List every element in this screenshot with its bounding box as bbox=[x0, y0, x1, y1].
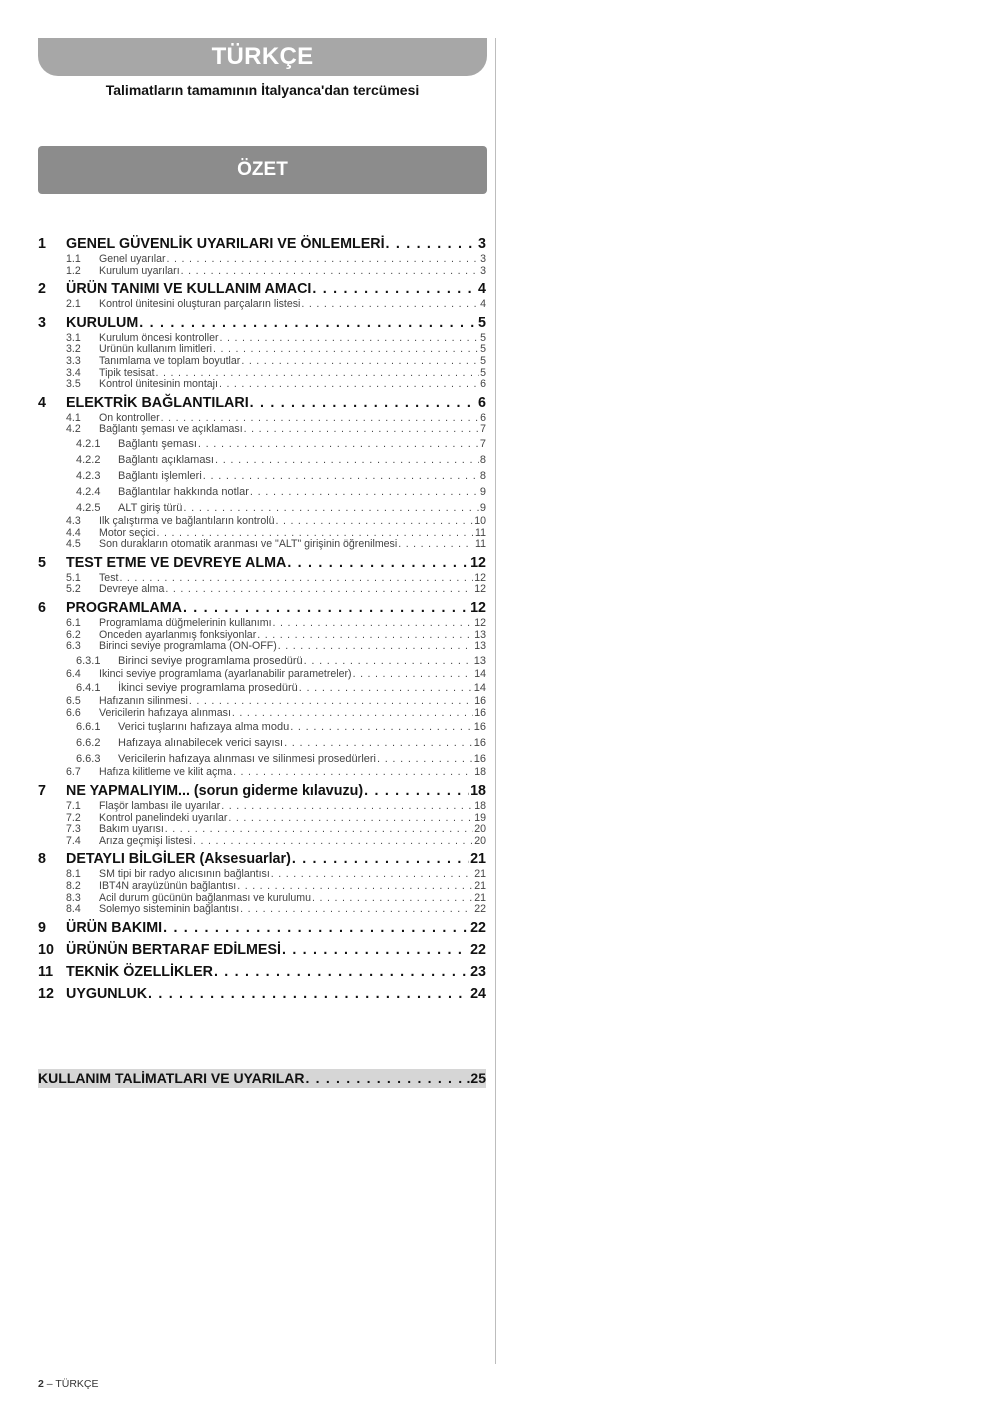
toc-number: 8 bbox=[38, 851, 46, 868]
toc-title: Hafıza kilitleme ve kilit açma bbox=[99, 767, 233, 779]
toc-subsection[interactable] bbox=[38, 379, 486, 391]
toc-number: 8.2 bbox=[66, 881, 81, 893]
toc-number: 4.4 bbox=[66, 527, 81, 539]
leader-dots bbox=[232, 708, 473, 720]
toc-subsection[interactable] bbox=[38, 584, 486, 596]
leader-dots bbox=[250, 484, 479, 500]
toc-title: Flaşör lambası ile uyarılar bbox=[99, 801, 221, 813]
toc-subsection[interactable] bbox=[38, 696, 486, 708]
toc-number: 4.1 bbox=[66, 412, 81, 424]
toc-page: 14 bbox=[473, 682, 486, 695]
toc-page: 23 bbox=[470, 963, 486, 980]
toc-number: 10 bbox=[38, 941, 54, 958]
leader-dots bbox=[213, 344, 479, 356]
leader-dots bbox=[284, 735, 473, 751]
toc-number: 6.4 bbox=[66, 668, 81, 680]
leader-dots bbox=[233, 767, 473, 779]
toc-title: UYGUNLUK bbox=[66, 985, 148, 1002]
usage-page: .25 bbox=[466, 1070, 486, 1086]
toc-page: 16 bbox=[474, 696, 486, 708]
leader-dots bbox=[119, 573, 473, 585]
leader-dots bbox=[240, 904, 473, 916]
toc-number: 4.2.5 bbox=[76, 501, 101, 514]
toc-number: 6.6.3 bbox=[76, 753, 101, 766]
toc-section[interactable] bbox=[38, 849, 486, 869]
toc-number: 6.3.1 bbox=[76, 654, 101, 667]
leader-dots bbox=[278, 641, 473, 653]
toc-page: 12 bbox=[470, 554, 486, 571]
toc-subsection[interactable] bbox=[38, 333, 486, 345]
toc-title: Genel uyarılar bbox=[99, 254, 166, 265]
toc-page: 12 bbox=[474, 584, 486, 596]
toc-subsubsection[interactable] bbox=[38, 484, 486, 500]
leader-dots bbox=[306, 1069, 466, 1088]
toc-subsection[interactable] bbox=[38, 869, 486, 881]
toc-number: 4.2.3 bbox=[76, 469, 101, 482]
toc-subsection[interactable] bbox=[38, 824, 486, 836]
toc-section[interactable] bbox=[38, 962, 486, 982]
toc-subsection[interactable] bbox=[38, 641, 486, 653]
toc-page: 16 bbox=[473, 721, 486, 734]
toc-number: 3.2 bbox=[66, 344, 81, 356]
toc-number: 7.1 bbox=[66, 801, 81, 813]
toc-page: 9 bbox=[479, 485, 486, 498]
toc-number: 5 bbox=[38, 554, 46, 571]
leader-dots bbox=[157, 528, 474, 540]
toc-title: Bağlantılar hakkında notlar bbox=[118, 485, 249, 498]
toc-title: Bağlantı işlemleri bbox=[118, 469, 202, 482]
toc-title: Vericilerin hafızaya alınması bbox=[99, 707, 231, 719]
language-banner: TÜRKÇE bbox=[38, 38, 487, 76]
leader-dots bbox=[301, 299, 479, 311]
toc-title: ÜRÜN BAKIMI bbox=[66, 919, 163, 936]
toc-page: 6 bbox=[480, 412, 486, 424]
toc-page: 19 bbox=[474, 812, 486, 824]
toc-title: İlk çalıştırma ve bağlantıların kontrolü bbox=[99, 515, 275, 527]
toc-number: 4.2.4 bbox=[76, 485, 101, 498]
toc-title: Hafızanın silinmesi bbox=[99, 696, 188, 708]
toc-subsection[interactable] bbox=[38, 573, 486, 585]
leader-dots bbox=[312, 893, 473, 905]
toc-title: Önceden ayarlanmış fonksiyonlar bbox=[99, 629, 257, 641]
toc-number: 8.1 bbox=[66, 869, 81, 881]
leader-dots bbox=[282, 940, 469, 960]
toc-number: 5.2 bbox=[66, 584, 81, 596]
toc-subsection[interactable] bbox=[38, 630, 486, 642]
leader-dots bbox=[163, 918, 469, 938]
toc-title: Arıza geçmişi listesi bbox=[99, 835, 193, 847]
toc-title: Son durakların otomatik aranması ve "ALT" girişinin öğrenilmesi bbox=[99, 539, 398, 551]
toc-page: 7 bbox=[479, 437, 486, 450]
toc-page: 3 bbox=[480, 265, 486, 277]
leader-dots bbox=[161, 413, 479, 425]
leader-dots bbox=[203, 468, 479, 484]
toc-subsection[interactable] bbox=[38, 528, 486, 540]
leader-dots bbox=[250, 393, 477, 413]
toc-number: 6.6.1 bbox=[76, 721, 101, 734]
leader-dots bbox=[292, 849, 469, 869]
footer-language: TÜRKÇE bbox=[55, 1378, 99, 1390]
leader-dots bbox=[220, 333, 480, 345]
translation-subtitle: Talimatların tamamının İtalyanca'dan tercümesi bbox=[105, 82, 420, 98]
leader-dots bbox=[221, 801, 473, 813]
toc-title: Kontrol panelindeki uyarılar bbox=[99, 812, 228, 824]
toc-subsubsection[interactable] bbox=[38, 500, 486, 516]
toc-subsubsection[interactable] bbox=[38, 452, 486, 468]
leader-dots bbox=[241, 356, 479, 368]
toc-page: 8 bbox=[479, 453, 486, 466]
toc-title: İkinci seviye programlama (ayarlanabilir parametreler) bbox=[99, 668, 352, 680]
toc-section[interactable] bbox=[38, 313, 486, 333]
toc-page: 7 bbox=[480, 424, 486, 436]
summary-heading: ÖZET bbox=[38, 146, 487, 194]
toc-page: 12 bbox=[470, 599, 486, 616]
toc-number: 8.4 bbox=[66, 904, 81, 916]
toc-number: 5.1 bbox=[66, 572, 81, 584]
toc-title: Bakım uyarısı bbox=[99, 824, 164, 836]
toc-title: Programlama düğmelerinin kullanımı bbox=[99, 617, 272, 629]
toc-title: Kontrol ünitesinin montajı bbox=[99, 379, 218, 391]
leader-dots bbox=[290, 719, 473, 735]
toc-title: Birinci seviye programlama prosedürü bbox=[118, 654, 303, 667]
toc-number: 6.4.1 bbox=[76, 682, 101, 695]
toc-subsection[interactable] bbox=[38, 801, 486, 813]
toc-subsection[interactable] bbox=[38, 618, 486, 630]
toc-subsubsection[interactable] bbox=[38, 468, 486, 484]
leader-dots bbox=[304, 653, 473, 669]
toc-page: 14 bbox=[474, 668, 486, 680]
toc-section[interactable] bbox=[38, 598, 486, 618]
toc-number: 8.3 bbox=[66, 892, 81, 904]
toc-number: 4.5 bbox=[66, 539, 81, 551]
toc-page: 5 bbox=[480, 355, 486, 367]
toc-number: 7.2 bbox=[66, 812, 81, 824]
toc-number: 6 bbox=[38, 599, 46, 616]
toc-page: 4 bbox=[480, 299, 486, 311]
leader-dots bbox=[139, 313, 477, 333]
leader-dots bbox=[167, 254, 480, 266]
toc-subsection[interactable] bbox=[38, 881, 486, 893]
toc-number: 4.2.1 bbox=[76, 437, 101, 450]
toc-page: 6 bbox=[478, 394, 486, 411]
leader-dots bbox=[181, 266, 479, 278]
toc-number: 7 bbox=[38, 783, 46, 800]
toc-section[interactable] bbox=[38, 984, 486, 1004]
toc-title: Birinci seviye programlama (ON-OFF) bbox=[99, 641, 277, 653]
toc-page: 16 bbox=[473, 753, 486, 766]
toc-number: 1.1 bbox=[66, 254, 81, 265]
leader-dots bbox=[353, 669, 474, 681]
toc-subsubsection[interactable] bbox=[38, 653, 486, 669]
toc-number: 7.3 bbox=[66, 824, 81, 836]
toc-page: 4 bbox=[478, 281, 486, 298]
toc-number: 4.3 bbox=[66, 515, 81, 527]
toc-title: Bağlantı açıklaması bbox=[118, 453, 214, 466]
toc-page: 16 bbox=[474, 707, 486, 719]
toc-subsection[interactable] bbox=[38, 516, 486, 528]
toc-number: 6.1 bbox=[66, 617, 81, 629]
toc-number: 6.2 bbox=[66, 629, 81, 641]
toc-page: 8 bbox=[479, 469, 486, 482]
toc-subsection[interactable] bbox=[38, 813, 486, 825]
toc-title: İkinci seviye programlama prosedürü bbox=[118, 682, 298, 695]
leader-dots bbox=[219, 379, 479, 391]
toc-page: 22 bbox=[474, 904, 486, 916]
toc-title: Test bbox=[99, 572, 119, 584]
toc-title: GENEL GÜVENLİK UYARILARI VE ÖNLEMLERİ bbox=[66, 236, 385, 252]
toc-page: 5 bbox=[480, 332, 486, 344]
leader-dots bbox=[377, 751, 473, 767]
toc-page: 5 bbox=[480, 344, 486, 356]
footer-separator: – bbox=[46, 1378, 53, 1390]
toc-subsection[interactable] bbox=[38, 356, 486, 368]
toc-number: 6.6 bbox=[66, 707, 81, 719]
toc-title: Vericilerin hafızaya alınması ve silinmesi prosedürleri bbox=[118, 753, 376, 766]
leader-dots bbox=[148, 984, 469, 1004]
toc-page: 20 bbox=[474, 824, 486, 836]
toc-title: Ürünün kullanım limitleri bbox=[99, 344, 213, 356]
toc-number: 3.4 bbox=[66, 367, 81, 379]
toc-page: 3 bbox=[478, 236, 486, 252]
toc-page: 11 bbox=[475, 539, 486, 551]
toc-number: 12 bbox=[38, 985, 54, 1002]
toc-page: 13 bbox=[474, 629, 486, 641]
toc-page: 21 bbox=[470, 851, 486, 868]
toc-title: Tanımlama ve toplam boyutlar bbox=[99, 355, 241, 367]
toc-number: 4.2.2 bbox=[76, 453, 101, 466]
toc-subsection[interactable] bbox=[38, 299, 486, 311]
column-divider bbox=[495, 38, 496, 1364]
toc-title: Ön kontroller bbox=[99, 412, 160, 424]
toc-title: ELEKTRİK BAĞLANTILARI bbox=[66, 394, 249, 411]
leader-dots bbox=[165, 824, 473, 836]
toc-number: 6.6.2 bbox=[76, 737, 101, 750]
toc-section[interactable] bbox=[38, 918, 486, 938]
toc-number: 4 bbox=[38, 394, 46, 411]
toc-page: 20 bbox=[474, 835, 486, 847]
toc-title: ÜRÜNÜN BERTARAF EDİLMESİ bbox=[66, 941, 281, 958]
toc-title: Solemyo sisteminin bağlantısı bbox=[99, 904, 240, 916]
toc-section[interactable] bbox=[38, 234, 486, 254]
toc-page: 13 bbox=[474, 641, 486, 653]
toc-number: 2 bbox=[38, 281, 46, 298]
toc-subsection[interactable] bbox=[38, 344, 486, 356]
toc-page: 5 bbox=[480, 367, 486, 379]
toc-page: 22 bbox=[470, 941, 486, 958]
toc-section[interactable] bbox=[38, 553, 486, 573]
toc-subsection[interactable] bbox=[38, 254, 486, 266]
toc-title: ALT giriş türü bbox=[118, 501, 183, 514]
toc-page: 21 bbox=[474, 869, 486, 881]
toc-title: Acil durum gücünün bağlanması ve kurulumu bbox=[99, 892, 311, 904]
toc-number: 3 bbox=[38, 314, 46, 331]
toc-section[interactable] bbox=[38, 940, 486, 960]
leader-dots bbox=[244, 424, 479, 436]
toc-page: 10 bbox=[474, 515, 486, 527]
toc-subsection[interactable] bbox=[38, 767, 486, 779]
toc-number: 6.5 bbox=[66, 696, 81, 708]
toc-page: 5 bbox=[478, 314, 486, 331]
toc-page: 12 bbox=[474, 572, 486, 584]
leader-dots bbox=[273, 618, 474, 630]
toc-number: 9 bbox=[38, 919, 46, 936]
toc-title: TEKNİK ÖZELLİKLER bbox=[66, 963, 213, 980]
toc-number: 2.1 bbox=[66, 299, 81, 311]
toc-subsection[interactable] bbox=[38, 368, 486, 380]
toc-title: Motor seçici bbox=[99, 527, 156, 539]
leader-dots bbox=[198, 436, 479, 452]
toc-number: 4.2 bbox=[66, 424, 81, 436]
leader-dots bbox=[312, 279, 477, 299]
leader-dots bbox=[287, 553, 469, 573]
toc-title: PROGRAMLAMA bbox=[66, 599, 182, 616]
toc-number: 1 bbox=[38, 236, 46, 252]
toc-title: Verici tuşlarını hafızaya alma modu bbox=[118, 721, 290, 734]
toc-title: Hafızaya alınabilecek verici sayısı bbox=[118, 737, 284, 750]
leader-dots bbox=[271, 869, 473, 881]
table-of-contents bbox=[38, 232, 486, 1004]
toc-section[interactable] bbox=[38, 279, 486, 299]
toc-title: TEST ETME VE DEVREYE ALMA bbox=[66, 554, 287, 571]
toc-subsubsection[interactable] bbox=[38, 680, 486, 696]
toc-number: 3.1 bbox=[66, 332, 81, 344]
toc-title: SM tipi bir radyo alıcısının bağlantısı bbox=[99, 869, 270, 881]
toc-page: 3 bbox=[480, 254, 486, 265]
leader-dots bbox=[398, 539, 474, 551]
leader-dots bbox=[275, 516, 473, 528]
toc-title: NE YAPMALIYIM... (sorun giderme kılavuzu) bbox=[66, 783, 364, 800]
toc-subsection[interactable] bbox=[38, 893, 486, 905]
toc-title: ÜRÜN TANIMI VE KULLANIM AMACI bbox=[66, 281, 312, 298]
toc-page: 18 bbox=[474, 767, 486, 779]
toc-subsection[interactable] bbox=[38, 413, 486, 425]
toc-page: 21 bbox=[474, 881, 486, 893]
toc-page: 13 bbox=[473, 654, 486, 667]
toc-number: 3.5 bbox=[66, 379, 81, 391]
toc-section[interactable] bbox=[38, 393, 486, 413]
toc-subsubsection[interactable] bbox=[38, 751, 486, 767]
toc-page: 24 bbox=[470, 985, 486, 1002]
toc-page: 9 bbox=[479, 501, 486, 514]
toc-subsection[interactable] bbox=[38, 539, 486, 551]
leader-dots bbox=[386, 234, 478, 254]
toc-number: 6.3 bbox=[66, 641, 81, 653]
toc-title: IBT4N arayüzünün bağlantısı bbox=[99, 881, 237, 893]
leader-dots bbox=[183, 500, 478, 516]
leader-dots bbox=[299, 680, 473, 696]
leader-dots bbox=[193, 836, 473, 848]
usage-instructions-entry[interactable] bbox=[38, 1069, 486, 1088]
toc-title: Kurulum öncesi kontroller bbox=[99, 332, 219, 344]
footer-page-number: 2 bbox=[38, 1378, 44, 1390]
toc-page: 22 bbox=[470, 919, 486, 936]
leader-dots bbox=[156, 368, 480, 380]
leader-dots bbox=[214, 962, 469, 982]
toc-subsection[interactable] bbox=[38, 266, 486, 278]
toc-subsection[interactable] bbox=[38, 424, 486, 436]
toc-number: 7.4 bbox=[66, 835, 81, 847]
toc-title: Tipik tesisat bbox=[99, 367, 155, 379]
toc-page: 6 bbox=[480, 379, 486, 391]
toc-page: 11 bbox=[475, 527, 486, 539]
toc-section[interactable] bbox=[38, 781, 486, 801]
leader-dots bbox=[215, 452, 479, 468]
toc-subsection[interactable] bbox=[38, 836, 486, 848]
leader-dots bbox=[183, 598, 469, 618]
toc-number: 3.3 bbox=[66, 355, 81, 367]
toc-title: Kontrol ünitesini oluşturan parçaların listesi bbox=[99, 299, 301, 311]
toc-subsubsection[interactable] bbox=[38, 719, 486, 735]
toc-page: 16 bbox=[473, 737, 486, 750]
toc-title: Bağlantı şeması bbox=[118, 437, 197, 450]
toc-title: Devreye alma bbox=[99, 584, 165, 596]
toc-subsection[interactable] bbox=[38, 669, 486, 681]
toc-page: 18 bbox=[474, 801, 486, 813]
toc-subsection[interactable] bbox=[38, 708, 486, 720]
leader-dots bbox=[189, 696, 473, 708]
toc-page: 18 bbox=[470, 783, 486, 800]
leader-dots bbox=[237, 881, 473, 893]
toc-title: Kurulum uyarıları bbox=[99, 265, 180, 277]
toc-number: 1.2 bbox=[66, 265, 81, 277]
toc-title: DETAYLI BİLGİLER (Aksesuarlar) bbox=[66, 851, 291, 868]
toc-page: 21 bbox=[474, 892, 486, 904]
leader-dots bbox=[364, 781, 469, 801]
leader-dots bbox=[228, 813, 473, 825]
toc-subsection[interactable] bbox=[38, 904, 486, 916]
leader-dots bbox=[257, 630, 473, 642]
usage-title: KULLANIM TALİMATLARI VE UYARILAR bbox=[38, 1070, 305, 1086]
toc-title: Bağlantı şeması ve açıklaması bbox=[99, 424, 243, 436]
toc-page: 12 bbox=[474, 617, 486, 629]
toc-subsubsection[interactable] bbox=[38, 436, 486, 452]
toc-number: 11 bbox=[38, 963, 54, 980]
leader-dots bbox=[165, 584, 473, 596]
toc-number: 6.7 bbox=[66, 767, 81, 779]
toc-subsubsection[interactable] bbox=[38, 735, 486, 751]
page-footer bbox=[38, 1378, 99, 1390]
toc-title: KURULUM bbox=[66, 314, 139, 331]
